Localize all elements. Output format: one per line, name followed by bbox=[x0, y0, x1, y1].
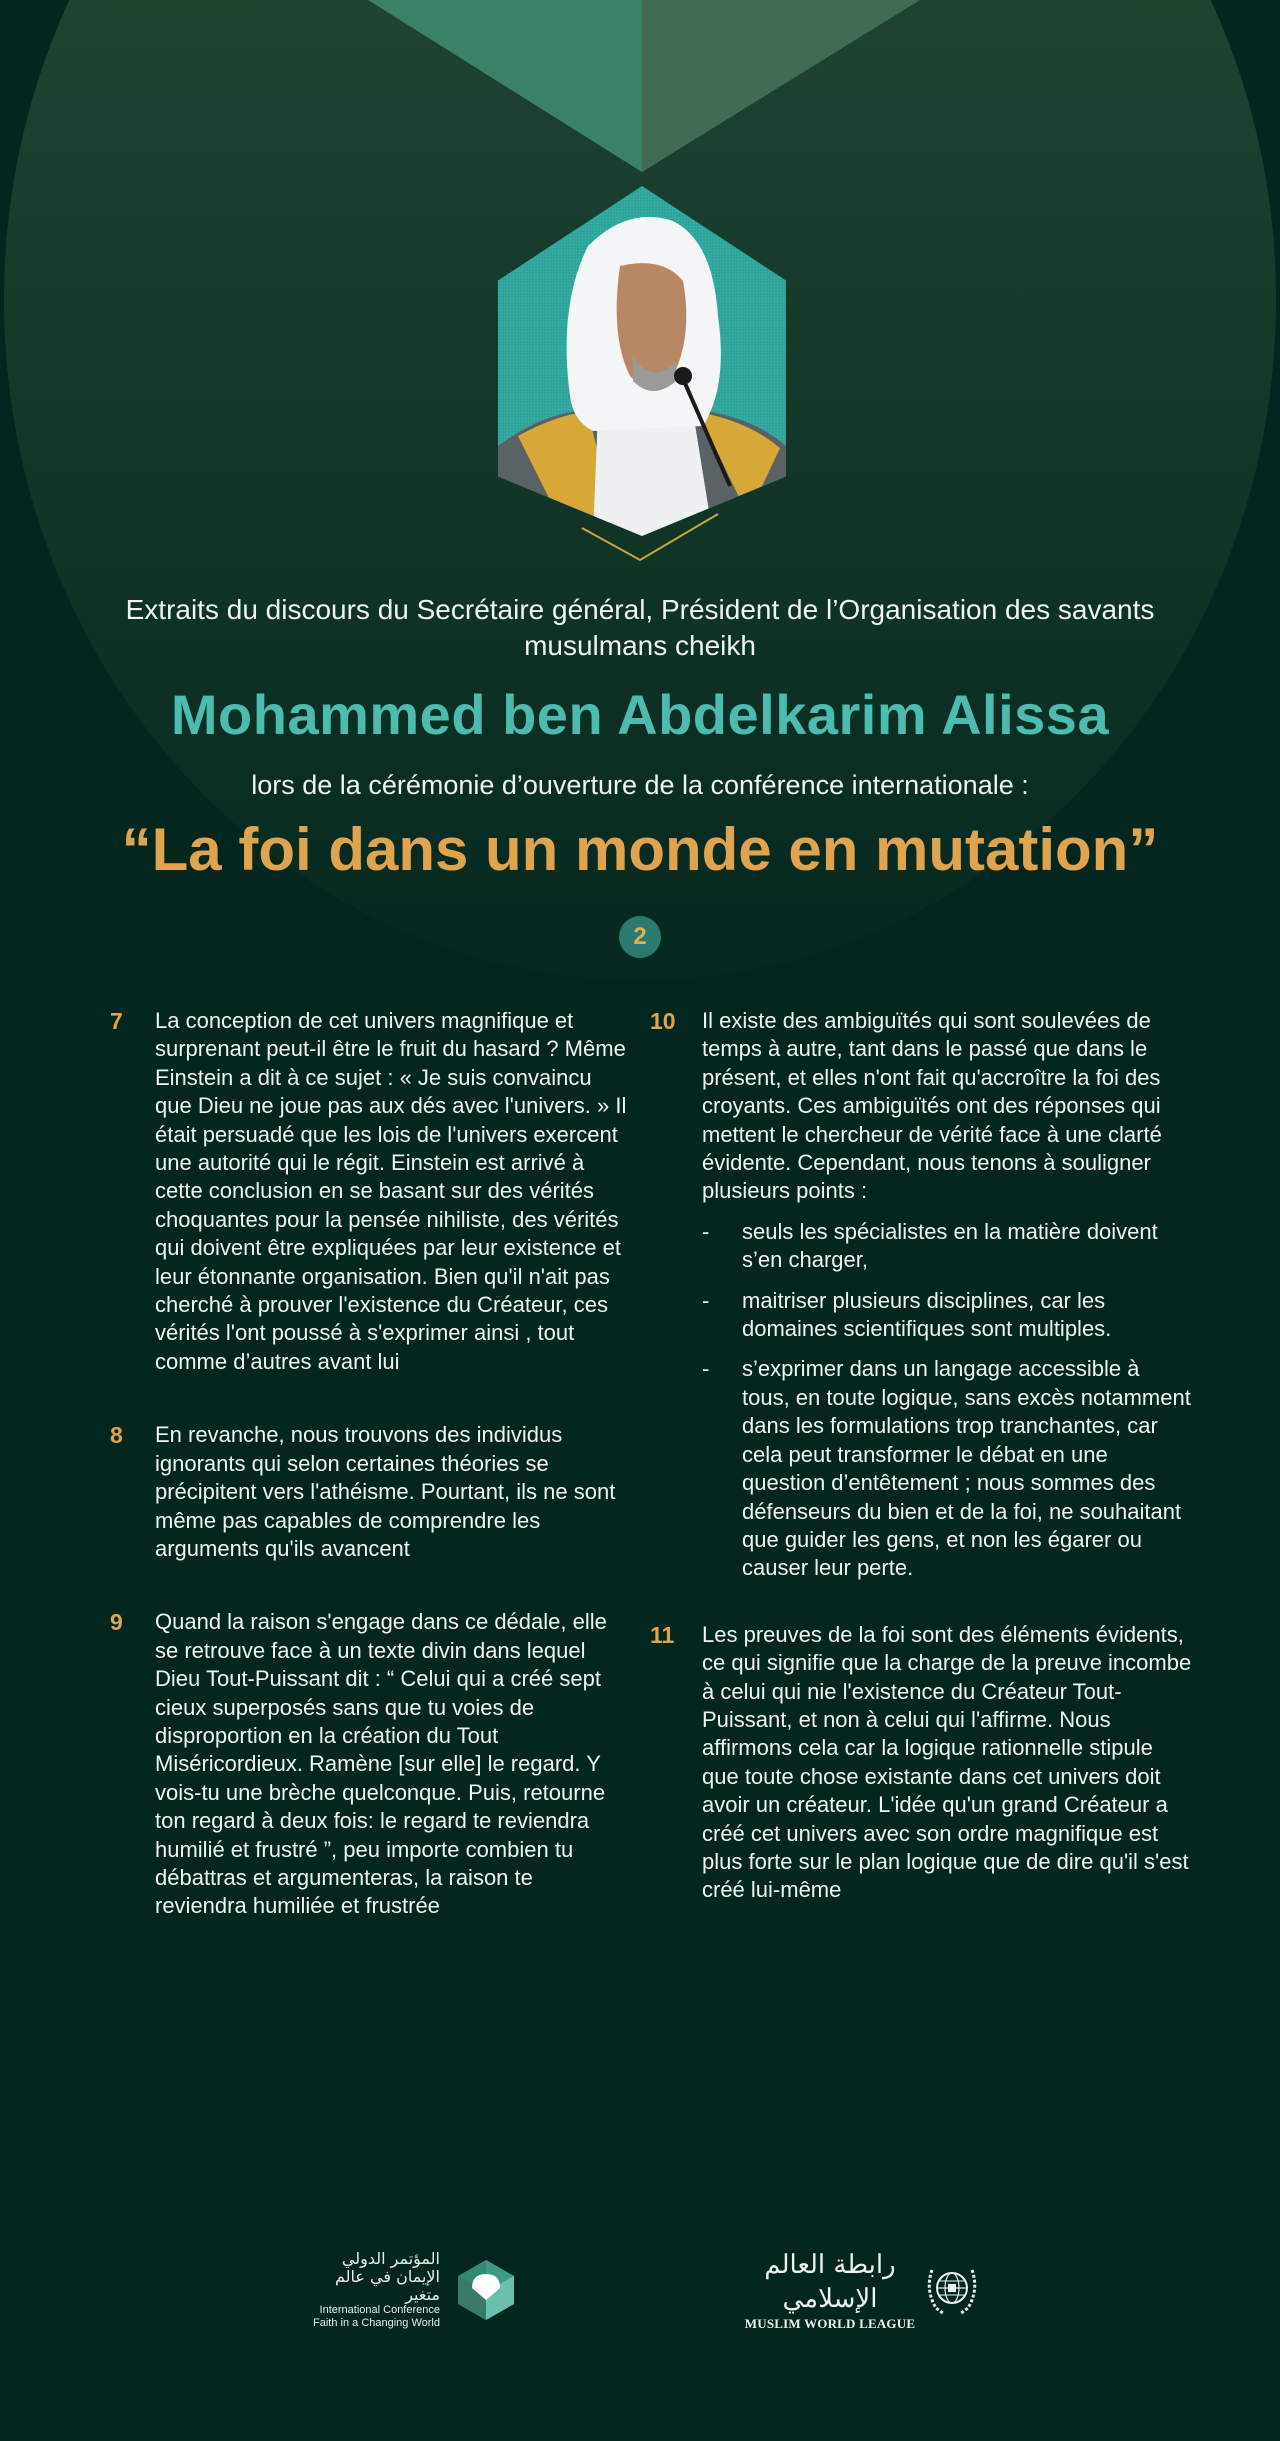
mwl-logo-text bbox=[744, 2248, 916, 2332]
gold-chevron-icon bbox=[580, 512, 720, 562]
paragraph-7 bbox=[110, 1007, 630, 1376]
speaker-name: Mohammed ben Abdelkarim Alissa bbox=[170, 683, 1110, 746]
list-item-text: seuls les spécialistes en la matière doivent s’en charger, bbox=[742, 1218, 1158, 1273]
paragraph-number: 9 bbox=[110, 1609, 123, 1636]
list-item bbox=[702, 1218, 1192, 1275]
dash-bullet-icon: - bbox=[702, 1287, 710, 1313]
bullet-list bbox=[702, 1218, 1192, 1583]
intro-text: Extraits du discours du Secrétaire général, Président de l’Organisation des savants musulmans cheikh bbox=[125, 594, 1155, 661]
left-column bbox=[110, 1007, 630, 1921]
globe-laurel-emblem-icon bbox=[922, 2260, 982, 2320]
conference-english-line2: Faith in a Changing World bbox=[313, 2317, 440, 2329]
page-number-badge: 2 bbox=[619, 916, 661, 958]
conference-english-line1: International Conference bbox=[319, 2304, 440, 2316]
conference-arabic-line1: المؤتمر الدولي bbox=[341, 2249, 440, 2268]
conference-hexagon-icon bbox=[454, 2258, 518, 2322]
paragraph-text: En revanche, nous trouvons des individus ignorants qui selon certaines théories se précipitent vers l'athéisme. Pourtant, ils ne sont même pas capables de comprendre les arguments qu'ils avancent bbox=[155, 1422, 616, 1561]
top-chevron-decoration bbox=[0, 0, 1280, 180]
list-item bbox=[702, 1287, 1192, 1344]
mwl-english-name: MUSLIM WORLD LEAGUE bbox=[744, 2316, 916, 2331]
list-item bbox=[702, 1355, 1192, 1582]
list-item-text: s’exprimer dans un langage accessible à tous, en toute logique, sans excès notamment dans les formulations trop tranchantes, car cela peut transformer le débat en une question d’entêtement ; nous sommes des défenseurs du bien et de la foi, ne souhaitant que guider les gens, et non les égarer ou causer leur perte. bbox=[742, 1356, 1191, 1581]
mwl-arabic-name: رابطة العالم الإسلامي bbox=[764, 2250, 896, 2314]
paragraph-number: 11 bbox=[650, 1621, 675, 1648]
paragraph-number: 8 bbox=[110, 1422, 123, 1449]
paragraph-10 bbox=[652, 1007, 1192, 1583]
right-column bbox=[652, 1007, 1192, 1905]
conference-logo-text bbox=[300, 2250, 440, 2330]
paragraph-text: Il existe des ambiguïtés qui sont soulevées de temps à autre, tant dans le passé que dans le présent, et elles n'ont fait qu'accroître la foi des croyants. Ces ambiguïtés ont des réponses qui mettent le chercheur de vérité face à une clarté évidente. Cependant, nous tenons à souligner plusieurs points : bbox=[702, 1008, 1162, 1204]
muslim-world-league-logo bbox=[744, 2250, 984, 2331]
footer-logos bbox=[0, 2249, 1280, 2331]
paragraph-number: 10 bbox=[650, 1008, 676, 1034]
paragraph-9 bbox=[110, 1608, 630, 1920]
list-item-text: maitriser plusieurs disciplines, car les domaines scientifiques sont multiples. bbox=[742, 1287, 1112, 1342]
dash-bullet-icon: - bbox=[702, 1218, 710, 1244]
paragraph-11 bbox=[652, 1621, 1192, 1905]
dash-bullet-icon: - bbox=[702, 1356, 710, 1382]
conference-arabic-line2: الإيمان في عالم متغير bbox=[335, 2267, 440, 2304]
conference-title: “La foi dans un monde en mutation” bbox=[121, 816, 1159, 883]
paragraph-text: Quand la raison s'engage dans ce dédale, elle se retrouve face à un texte divin dans lequel Dieu Tout-Puissant dit : “ Celui qui a créé sept cieux superposés sans que tu voies de disproportion en la création du Tout Miséricordieux. Ramène [sur elle] le regard. Y vois-tu une brèche quelconque. Puis, retourne ton regard à deux fois: le regard te reviendra humilié et frustré ”, peu importe combien tu débattras et argumenteras, la raison te reviendra humiliée et frustrée bbox=[155, 1609, 607, 1919]
conference-logo bbox=[300, 2249, 520, 2329]
paragraph-text: La conception de cet univers magnifique et surprenant peut-il être le fruit du hasard ? Même Einstein a dit à ce sujet : « Je suis convaincu que Dieu ne joue pas aux dés avec l'univers. » Il était persuadé que les lois de l'univers exercent une autorité qui le régit. Einstein est arrivé à cette conclusion en se basant sur des vérités choquantes pour la pensée nihiliste, des vérités qui doivent être expliquées par leur existence et leur étonnante organisation. Bien qu'il n'ait pas cherché à prouver l'existence du Créateur, ces vérités l'ont poussé à s'exprimer ainsi , tout comme d’autres avant lui bbox=[155, 1008, 627, 1374]
paragraph-8 bbox=[110, 1421, 630, 1563]
paragraph-text: Les preuves de la foi sont des éléments évidents, ce qui signifie que la charge de la preuve incombe à celui qui nie l'existence du Créateur Tout-Puissant, et non à celui qui l'affirme. Nous affirmons cela car la logique rationnelle stipule que toute chose existante dans cet univers doit avoir un créateur. L'idée qu'un grand Créateur a créé cet univers avec son ordre magnifique est plus forte sur le plan logique que de dire qu'il s'est créé lui-même bbox=[702, 1621, 1192, 1903]
occasion-text: lors de la cérémonie d’ouverture de la conférence internationale : bbox=[251, 770, 1029, 800]
paragraph-number: 7 bbox=[110, 1008, 123, 1034]
